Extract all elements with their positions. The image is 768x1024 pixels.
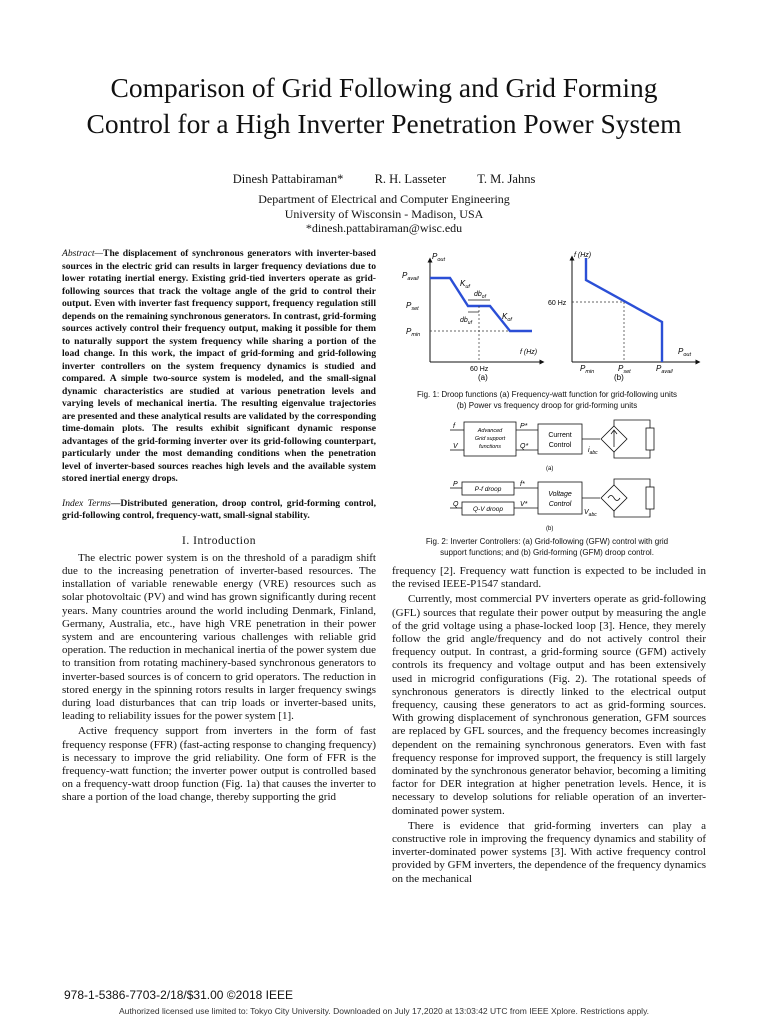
fig2b-voltage-control-block: [538, 482, 582, 514]
fig1b-pavail-label: $P_{avail}$: [656, 364, 673, 375]
right-paragraph-0: frequency [2]. Frequency watt function is expected to be included in the revised IEEE-P1547 standard.: [392, 565, 706, 591]
fig2a-load-resistor-icon: [646, 428, 654, 450]
fig2b-out-label: $V_{abc}$: [584, 509, 597, 518]
paper-title: [30, 70, 738, 142]
author-list: [0, 172, 768, 187]
fig1a-pout-label: $P_{out}$: [432, 252, 445, 263]
right-paragraph-2: There is evidence that grid-forming inverters can play a constructive role in improving the frequency dynamics and stability of inverter-dominated power systems [3]. With active frequency control provided by GFM inverters, the dependence of the frequency dynamics on the mechanical: [392, 819, 707, 885]
fig2a-f-input-label: f: [453, 423, 455, 430]
title-line-2: Control for a High Inverter Penetration Power System: [86, 108, 682, 139]
author-1: Dinesh Pattabiraman*: [232, 172, 344, 186]
abstract-lead: Abstract—: [62, 248, 104, 259]
fig2b-load-resistor-icon: [646, 487, 654, 509]
affiliation-univ: University of Wisconsin - Madison, USA: [284, 206, 484, 221]
fig1b-pout-label: $P_{out}$: [678, 347, 691, 358]
fig1a-kuf-label: $K_{uf}$: [460, 279, 470, 290]
index-terms-lead: Index Terms: [62, 497, 111, 509]
fig1b-pmin-label: $P_{min}$: [580, 364, 595, 375]
intro-paragraph-2: Active frequency support from inverters in the form of fast frequency response (FFR) (fast-acting response to changing frequency) is necessary to improve the grid reliability. One form of FFR is the frequency-watt function; the inverter power output is controlled based on a frequency-watt droop function (Fig. 1a) that causes the inverter to share a portion of the load change, thereby supporting the grid: [62, 725, 376, 804]
fig1a-60hz-label: 60 Hz: [470, 366, 489, 373]
fig2b-voltage-control-text-1: Voltage: [548, 491, 572, 498]
fig2a-grid-support-text-3: functions: [478, 444, 502, 450]
fig1a-dbof-label: $db_{of}$: [474, 291, 486, 300]
intro-paragraph-1: The electric power system is on the threshold of a paradigm shift due to the increasing penetration of inverter-based resources. The installation of variable renewable energy (VRE) resources such as solar photovoltaic (PV) and wind has grown significantly during recent years. Many countries around the world including Denmark, Finland, Germany, Australia, etc., have high VRE penetration in their power system and are encountering various challenges with reliable grid operation. The reduction in mechanical inertia of the power system due to transition from rotating machinery-based synchronous generators to inverter-based sources is of concern to grid operators. The reduction in stored energy in the spinning rotors results in larger frequency swings during load disturbances that can trip loads or inverter-based units, leading to reliability issues for the power system [1].: [62, 551, 376, 723]
fig2b-vstar-label: V*: [520, 501, 528, 508]
left-column: [62, 248, 376, 807]
index-terms: [62, 498, 376, 523]
right-column: [392, 565, 706, 888]
fig2a-current-control-block: [538, 424, 582, 454]
right-paragraph-1: Currently, most commercial PV inverters operate as grid-following (GFL) sources that regulate their power output by measuring the angle of the grid voltage using a phase-locked loop [3]. Hence, they merely follow the grid angle/frequency and do not actively control their frequency output. In contrast, a grid-forming source (GFM) actively controls its frequency and voltage output and has been extensively used in microgrid configurations (Fig. 2). The rotational speeds of synchronous generators is directly linked to the electrical output frequency, causing these generators to act as grid-forming sources. With growing displacement of synchronous generation, GFM sources are replaced by GFL sources, and the frequency becomes increasingly dependent on the remaining synchronous generators. Even with fast frequency response for improved support, the frequency is still largely dominated by the synchronous generator behavior, becoming a limiting factor for DER integration at higher penetration levels. Hence, it is necessary to develop solutions for reliable operation of an inverter-dominated power system.: [392, 593, 706, 817]
fig1a-f-axis-label: f (Hz): [520, 349, 538, 356]
fig1a-kof-label: $K_{of}$: [502, 312, 512, 323]
figure-2-caption-line-2: support functions; and (b) Grid-forming (GFM) droop control.: [440, 547, 654, 557]
fig1b-panel-label: (b): [614, 373, 624, 382]
fig1b-pset-label: $P_{set}$: [618, 364, 631, 375]
figure-2-caption: [392, 537, 702, 558]
figure-1-caption-line-2: (b) Power vs frequency droop for grid-forming units: [456, 400, 638, 410]
fig2b-pf-droop-text: P-f droop: [474, 486, 502, 493]
fig2a-v-input-label: V: [453, 443, 458, 450]
section-heading-introduction: I. Introduction: [182, 534, 256, 547]
fig1a-droop-curve: [430, 278, 532, 331]
fig2a-panel-label: (a): [546, 466, 554, 472]
figure-2-caption-line-1: Fig. 2: Inverter Controllers: (a) Grid-following (GFW) control with grid: [425, 537, 669, 546]
isbn-copyright: 978-1-5386-7703-2/18/$31.00 ©2018 IEEE: [64, 988, 294, 1002]
fig1b-f-axis-label: f (Hz): [574, 252, 592, 259]
fig2a-grid-support-text-1: Advanced: [477, 428, 503, 434]
fig2b-voltage-control-text-2: Control: [548, 501, 572, 508]
author-3: T. M. Jahns: [477, 172, 536, 186]
fig2b-q-input-label: Q: [453, 501, 459, 508]
fig2b-p-input-label: P: [453, 481, 458, 488]
fig1a-panel-label: (a): [478, 373, 488, 382]
affiliation-email: *dinesh.pattabiraman@wisc.edu: [305, 221, 463, 235]
fig2b-load-wire-bottom: [614, 509, 650, 517]
fig2a-current-control-text-2: Control: [548, 442, 572, 449]
index-terms-text: —Distributed generation, droop control, grid-forming control, grid-following control, frequency-watt, small-signal stability.: [62, 497, 376, 521]
fig2a-out-label: $i_{abc}$: [588, 447, 598, 456]
fig1a-dbuf-label: $db_{uf}$: [460, 317, 472, 326]
fig2a-current-control-text-1: Current: [548, 432, 572, 439]
fig2a-qstar-label: Q*: [520, 443, 529, 450]
license-footer: Authorized licensed use limited to: Tokyo City University. Downloaded on July 17,2020 at 13:03:42 UTC from IEEE Xplore. Restrictions apply.: [118, 1006, 650, 1016]
fig1a-pavail-label: $P_{avail}$: [402, 271, 419, 282]
fig2a-grid-support-text-2: Grid support: [474, 436, 506, 442]
fig2a-load-wire-top: [614, 420, 650, 428]
title-line-1: Comparison of Grid Following and Grid Forming: [110, 72, 658, 103]
fig1b-60hz-label: 60 Hz: [548, 300, 567, 307]
fig2a-load-wire-bottom: [614, 450, 650, 458]
fig1a-pset-label: $P_{set}$: [406, 301, 419, 312]
fig2b-fstar-label: f*: [520, 481, 525, 488]
affiliation: [0, 192, 768, 236]
fig2b-panel-label: (b): [546, 526, 554, 532]
fig1a-pmin-label: $P_{min}$: [406, 327, 421, 338]
fig2b-load-wire-top: [614, 479, 650, 487]
figure-1-caption: [392, 390, 702, 411]
fig2b-qv-droop-text: Q-V droop: [473, 506, 503, 513]
affiliation-dept: Department of Electrical and Computer Engineering: [258, 192, 510, 206]
abstract: [62, 248, 376, 486]
figure-1-caption-line-1: Fig. 1: Droop functions (a) Frequency-watt function for grid-following units: [416, 390, 678, 399]
figure-2-inverter-controllers: [440, 418, 680, 536]
figure-1-droop-functions: [402, 250, 702, 390]
fig2a-pstar-label: P*: [520, 423, 528, 430]
abstract-text: The displacement of synchronous generators with inverter-based sources in the electric grid can results in larger frequency deviations due to lower rotating inertial energy. Existing grid-tied inverters operate as grid-following sources that track the voltage angle of the grid to control their output. Even with inverter fast frequency support, frequency regulation still depends on the remaining synchronous generators. In contrast, grid-forming sources actively control their frequency output, making it possible for them to naturally support the system frequency while sharing a portion of the load change. In this work, the impact of grid-forming and grid-following inverter controllers on the system frequency dynamics is studied and compared. A simple two-source system is modeled, and the small-signal dynamic characteristics are studied at various penetration levels and varying levels of mechanical inertia. The resulting eigenvalue trajectories are presented and these analytical results are validated by the corresponding time-domain plots. The results exhibit significant dynamic response advantages of the grid-forming inverter over its grid-following counterpart, particularly under the most demanding conditions when the penetration level of inverter-based sources reaches high levels and the available system stored inertial energy drops.: [62, 248, 376, 484]
author-2: R. H. Lasseter: [374, 172, 447, 186]
